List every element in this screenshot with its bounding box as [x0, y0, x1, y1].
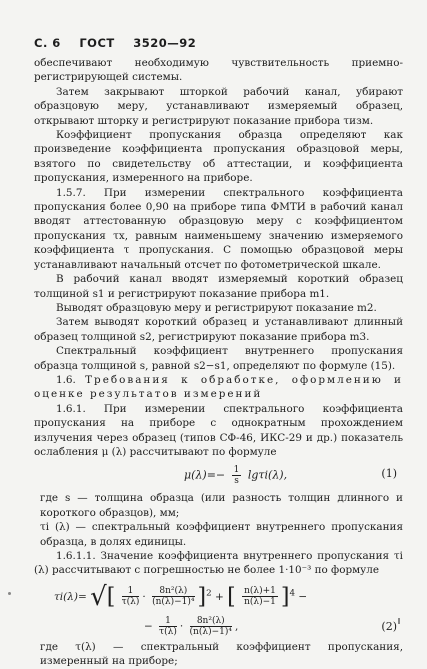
paragraph: Выводят образцовую меру и регистрируют показание m2.: [56, 301, 377, 314]
definition: τi (λ) — спектральный коэффициент внутреннего пропускания образца, в долях единицы.: [40, 521, 403, 548]
formula-1-fraction: [232, 465, 242, 486]
formula-2: [34, 578, 403, 640]
paragraph: Затем закрывают шторкой рабочий канал, убирают образцовую меру, устанавливают измеряемый образец, открывают шторку и регистрируют показание прибора τизм.: [34, 85, 403, 127]
formula-1: [34, 459, 403, 491]
fraction: $\frac{1}{\tau(\lambda)}$: [121, 586, 140, 608]
formula-1-rhs: lgτi(λ),: [247, 468, 288, 482]
fraction: $\frac{\text{8n²(λ)}}{\text{(n(λ)−1)⁴}}$: [152, 586, 195, 608]
standard-number: 3520—92: [133, 36, 197, 50]
fraction: $\frac{1}{\tau(\lambda)}$: [159, 615, 177, 637]
section-title: Требования к обработке, оформлению и оценке результатов измерений: [34, 373, 403, 401]
formula-1-lhs: μ(λ)=−: [184, 468, 226, 482]
formula-2-lhs: τi(λ)=: [54, 590, 87, 603]
fraction: $\frac{\text{8n²(λ)}}{\text{(n(λ)−1)⁴}}$: [189, 615, 232, 637]
sqrt-sign: √: [90, 581, 107, 612]
scan-speck: [398, 618, 400, 624]
formula-1-expression: [184, 465, 287, 486]
paragraph: Коэффициент пропускания образца определяют как произведение коэффициента пропускания образцовой меры, взятого по свидетельству об аттестации, и коэффициента пропускания, измеренного на приборе.: [34, 129, 403, 185]
paragraph: обеспечивают необходимую чувствительность приемно-регистрирующей системы.: [34, 57, 403, 84]
formula-2-number: (2): [381, 619, 397, 633]
standard-label: ГОСТ: [79, 36, 115, 50]
fraction: $\frac{n(\lambda)+1}{n(\lambda)-1}$: [244, 586, 276, 608]
page-number: С. 6: [34, 36, 61, 50]
section-number: 1.6.: [56, 373, 76, 386]
paragraph: 1.5.7. При измерении спектрального коэффициента пропускания более 0,90 на приборе типа ФМТИ в рабочий канал вводят аттестованную образцовую меру с коэффициентом пропускания τх, равным наименьшему значению измеряемого коэффициента τ пропускания. С помощью образцовой меры устанавливают начальный отсчет по фотометрической шкале.: [34, 186, 403, 271]
paragraph: Спектральный коэффициент внутреннего пропускания образца толщиной s, равной s2−s1, определяют по формуле (15).: [34, 345, 403, 372]
formula-1-denominator: s: [234, 476, 239, 487]
formula-1-numerator: 1: [233, 465, 240, 476]
formula-2-line-1: τi(λ)= √[ $\frac{1}{\tau(\lambda)}$ · $\frac{\text{8n²(λ)}}{\text{(n(λ)−1)⁴}}$ ]$^2$ + [ $\frac{n(\lambda)+1}{n(\lambda)-1}$ ]$^4$ −: [54, 581, 308, 612]
formula-1-number: (1): [381, 467, 397, 481]
scan-speck: [8, 592, 11, 595]
definition: где s — толщина образца (или разность толщин длинного и короткого образцов), мм;: [40, 492, 403, 519]
page-header: [34, 36, 403, 50]
definition: где τ(λ) — спектральный коэффициент пропускания, измеренный на приборе;: [40, 640, 403, 668]
formula-2-line-2: − $\frac{1}{\tau(\lambda)}$ · $\frac{\text{8n²(λ)}}{\text{(n(λ)−1)⁴}}$ ,: [144, 615, 239, 637]
paragraph: 1.6.1. При измерении спектрального коэффициента пропускания на приборе с однократным прохождением излучения через образец (типов СФ-46, ИКС-29 и др.) показатель ослабления μ (λ) рассчитывают по формуле: [34, 402, 403, 458]
paragraph: В рабочий канал вводят измеряемый короткий образец толщиной s1 и регистрируют показание прибора m1.: [34, 273, 403, 300]
section-heading: [34, 373, 403, 402]
paragraph: Затем выводят короткий образец и устанавливают длинный образец толщиной s2, регистрируют показание прибора m3.: [34, 316, 403, 343]
paragraph: 1.6.1.1. Значение коэффициента внутреннего пропускания τi (λ) рассчитывают с погрешностью не более 1·10⁻³ по формуле: [34, 550, 403, 577]
